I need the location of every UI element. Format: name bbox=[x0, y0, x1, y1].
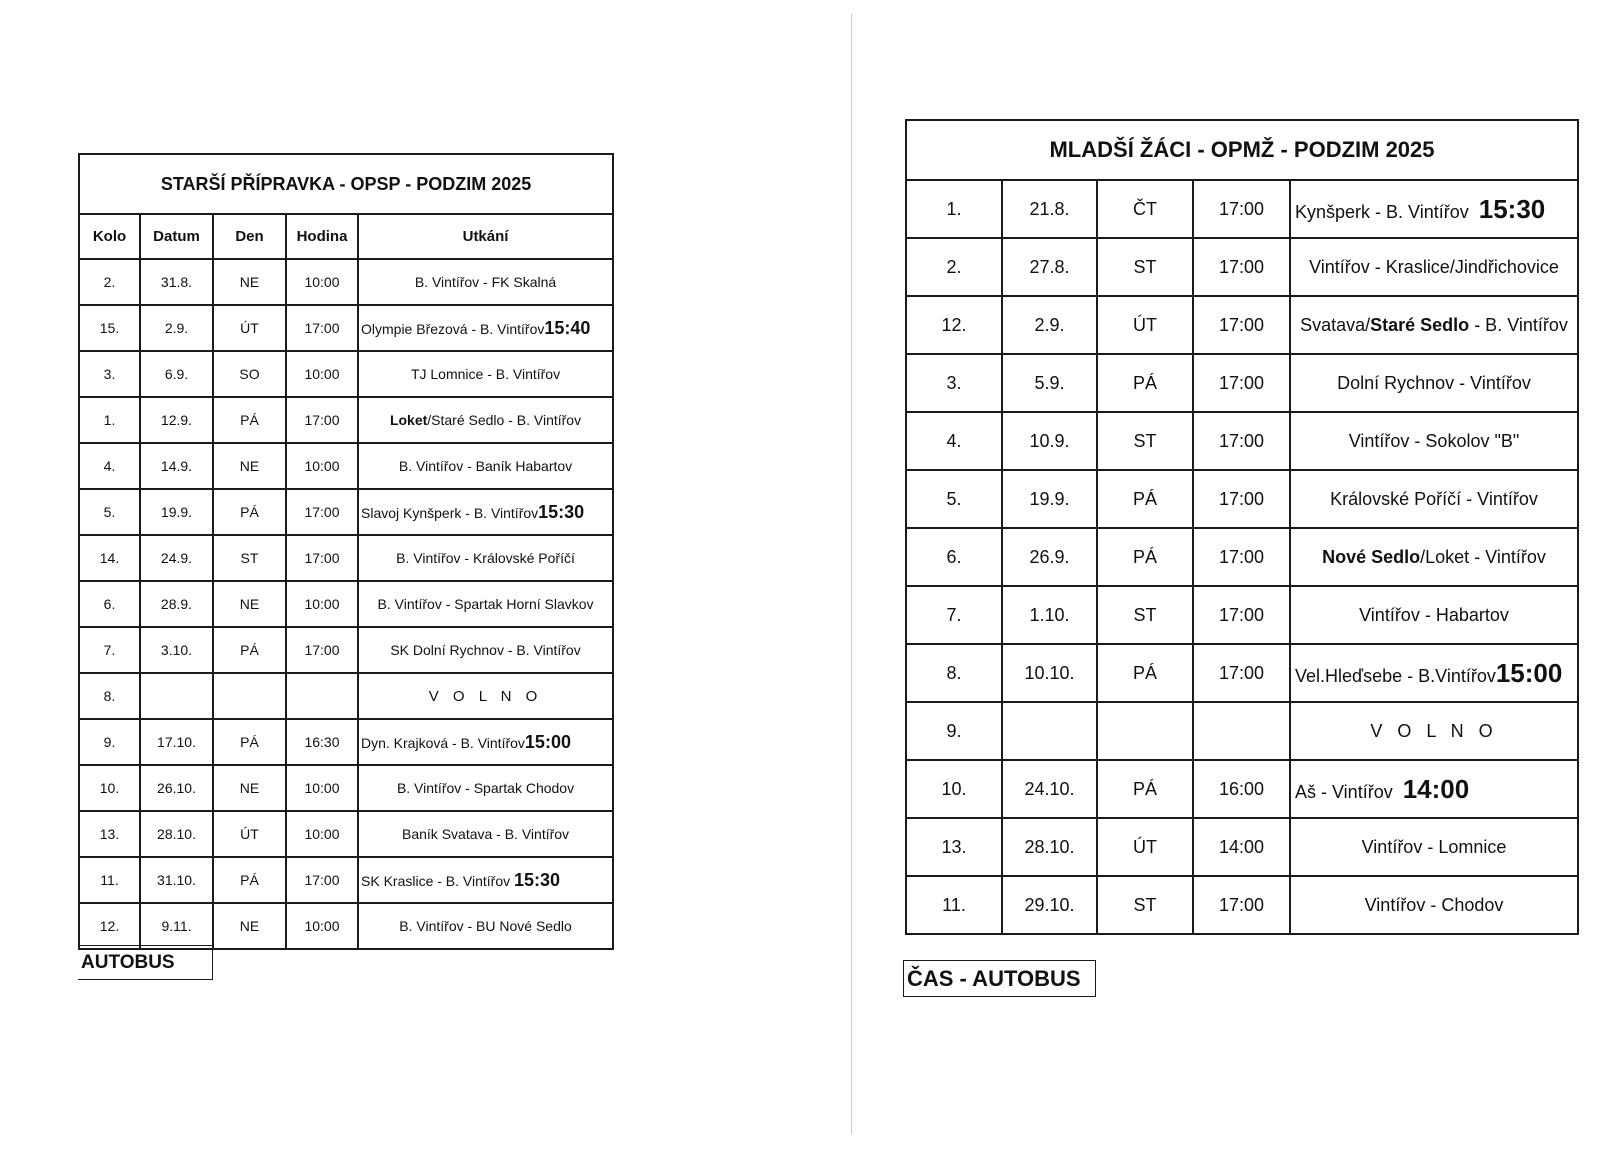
cell-datum: 29.10. bbox=[1002, 876, 1097, 934]
cell-den: ÚT bbox=[213, 305, 286, 351]
cell-datum: 24.10. bbox=[1002, 760, 1097, 818]
cell-hodina: 10:00 bbox=[286, 443, 358, 489]
table-row bbox=[79, 443, 613, 489]
cell-hodina: 16:30 bbox=[286, 719, 358, 765]
cell-hodina: 14:00 bbox=[1193, 818, 1290, 876]
table-row bbox=[906, 238, 1578, 296]
cell-datum: 26.9. bbox=[1002, 528, 1097, 586]
departure-time: 15:00 bbox=[1495, 657, 1563, 688]
match-text: Vintířov - Kraslice/Jindřichovice bbox=[1309, 256, 1559, 277]
table-row bbox=[906, 296, 1578, 354]
match-text: Vintířov - Chodov bbox=[1364, 894, 1504, 915]
cell-utkani bbox=[358, 397, 613, 443]
cell-utkani bbox=[1290, 818, 1578, 876]
match-text: Vel.Hleďsebe - B.Vintířov bbox=[1295, 665, 1496, 686]
cell-datum: 27.8. bbox=[1002, 238, 1097, 296]
cell-utkani bbox=[1290, 876, 1578, 934]
schedule-title: STARŠÍ PŘÍPRAVKA - OPSP - PODZIM 2025 bbox=[79, 154, 613, 214]
cell-den bbox=[1097, 702, 1193, 760]
cell-kolo: 11. bbox=[906, 876, 1002, 934]
table-row bbox=[906, 180, 1578, 238]
cell-kolo: 2. bbox=[79, 259, 140, 305]
cell-utkani bbox=[358, 857, 613, 903]
cell-den: PÁ bbox=[1097, 354, 1193, 412]
cell-den: PÁ bbox=[213, 397, 286, 443]
cell-datum: 31.8. bbox=[140, 259, 213, 305]
cell-hodina: 17:00 bbox=[1193, 180, 1290, 238]
cell-utkani bbox=[1290, 412, 1578, 470]
cell-datum: 21.8. bbox=[1002, 180, 1097, 238]
table-row bbox=[79, 857, 613, 903]
cell-kolo: 5. bbox=[906, 470, 1002, 528]
match-bold-team: Loket bbox=[389, 412, 428, 428]
table-row bbox=[906, 528, 1578, 586]
cell-den: ÚT bbox=[1097, 296, 1193, 354]
cell-den: ÚT bbox=[1097, 818, 1193, 876]
cell-den: NE bbox=[213, 765, 286, 811]
cell-kolo: 10. bbox=[906, 760, 1002, 818]
cell-kolo: 1. bbox=[79, 397, 140, 443]
header-utkani: Utkání bbox=[358, 214, 613, 259]
schedule-title: MLADŠÍ ŽÁCI - OPMŽ - PODZIM 2025 bbox=[906, 120, 1578, 180]
departure-time: 15:30 bbox=[1478, 193, 1546, 224]
match-text: Slavoj Kynšperk - B. Vintířov bbox=[361, 504, 539, 521]
header-datum: Datum bbox=[140, 214, 213, 259]
cell-kolo: 9. bbox=[906, 702, 1002, 760]
cell-hodina: 16:00 bbox=[1193, 760, 1290, 818]
table-row bbox=[906, 470, 1578, 528]
cell-utkani bbox=[1290, 470, 1578, 528]
match-text: Baník Svatava - B. Vintířov bbox=[402, 826, 570, 842]
cell-utkani bbox=[358, 535, 613, 581]
table-row bbox=[79, 305, 613, 351]
table-row bbox=[906, 586, 1578, 644]
cell-datum: 2.9. bbox=[1002, 296, 1097, 354]
cell-kolo: 6. bbox=[79, 581, 140, 627]
cell-den: PÁ bbox=[1097, 470, 1193, 528]
cell-den: NE bbox=[213, 903, 286, 949]
cell-hodina: 17:00 bbox=[286, 857, 358, 903]
cell-utkani bbox=[358, 443, 613, 489]
cell-datum: 10.9. bbox=[1002, 412, 1097, 470]
cell-datum: 19.9. bbox=[1002, 470, 1097, 528]
cell-hodina: 17:00 bbox=[1193, 412, 1290, 470]
cell-datum: 28.10. bbox=[140, 811, 213, 857]
cell-utkani bbox=[1290, 586, 1578, 644]
match-text: Dolní Rychnov - Vintířov bbox=[1337, 372, 1531, 393]
cell-datum: 10.10. bbox=[1002, 644, 1097, 702]
match-text: Dyn. Krajková - B. Vintířov bbox=[361, 734, 525, 751]
departure-time: 14:00 bbox=[1402, 773, 1470, 804]
match-text: Vintířov - Habartov bbox=[1359, 604, 1509, 625]
cell-den: ČT bbox=[1097, 180, 1193, 238]
match-text: Vintířov - Lomnice bbox=[1361, 836, 1507, 857]
cell-den: PÁ bbox=[213, 719, 286, 765]
cell-kolo: 8. bbox=[79, 673, 140, 719]
match-text: /Loket - Vintířov bbox=[1420, 546, 1546, 567]
table-row bbox=[79, 489, 613, 535]
cell-utkani bbox=[358, 489, 613, 535]
header-den: Den bbox=[213, 214, 286, 259]
cell-den bbox=[213, 673, 286, 719]
cell-utkani bbox=[358, 903, 613, 949]
mladsi-zaci-schedule bbox=[905, 119, 1579, 935]
cell-den: ST bbox=[213, 535, 286, 581]
cell-datum: 28.10. bbox=[1002, 818, 1097, 876]
cell-kolo: 13. bbox=[906, 818, 1002, 876]
cell-hodina: 17:00 bbox=[1193, 470, 1290, 528]
match-bold-team: Nové Sedlo bbox=[1322, 546, 1421, 567]
match-text: B. Vintířov - Spartak Horní Slavkov bbox=[377, 596, 594, 612]
cell-den: PÁ bbox=[213, 627, 286, 673]
table-row bbox=[79, 535, 613, 581]
cell-utkani bbox=[1290, 528, 1578, 586]
cell-utkani bbox=[358, 305, 613, 351]
header-hodina: Hodina bbox=[286, 214, 358, 259]
table-row bbox=[906, 818, 1578, 876]
cell-datum: 6.9. bbox=[140, 351, 213, 397]
cell-utkani bbox=[1290, 644, 1578, 702]
match-text: Olympie Březová - B. Vintířov bbox=[361, 320, 545, 337]
cell-datum: 24.9. bbox=[140, 535, 213, 581]
cell-datum: 12.9. bbox=[140, 397, 213, 443]
cell-hodina: 10:00 bbox=[286, 903, 358, 949]
cell-kolo: 3. bbox=[79, 351, 140, 397]
cell-hodina: 17:00 bbox=[286, 535, 358, 581]
cell-kolo: 8. bbox=[906, 644, 1002, 702]
cell-kolo: 7. bbox=[906, 586, 1002, 644]
cell-hodina: 17:00 bbox=[286, 627, 358, 673]
cell-utkani bbox=[358, 811, 613, 857]
cell-hodina: 17:00 bbox=[1193, 586, 1290, 644]
table-row bbox=[79, 351, 613, 397]
cell-hodina: 17:00 bbox=[1193, 876, 1290, 934]
cell-hodina: 17:00 bbox=[286, 489, 358, 535]
cell-utkani bbox=[358, 765, 613, 811]
cell-kolo: 12. bbox=[906, 296, 1002, 354]
cell-kolo: 7. bbox=[79, 627, 140, 673]
cell-kolo: 1. bbox=[906, 180, 1002, 238]
cell-kolo: 13. bbox=[79, 811, 140, 857]
match-bold-team: Staré Sedlo bbox=[1370, 314, 1470, 335]
table-row bbox=[906, 760, 1578, 818]
cell-hodina: 17:00 bbox=[1193, 296, 1290, 354]
cell-utkani bbox=[1290, 354, 1578, 412]
match-text: B. Vintířov - Baník Habartov bbox=[398, 458, 573, 474]
cell-hodina: 10:00 bbox=[286, 811, 358, 857]
cell-utkani bbox=[1290, 702, 1578, 760]
cell-kolo: 6. bbox=[906, 528, 1002, 586]
cell-kolo: 5. bbox=[79, 489, 140, 535]
cell-datum: 3.10. bbox=[140, 627, 213, 673]
cell-utkani bbox=[358, 673, 613, 719]
header-kolo: Kolo bbox=[79, 214, 140, 259]
cell-den: NE bbox=[213, 443, 286, 489]
cell-hodina: 17:00 bbox=[286, 305, 358, 351]
cell-datum: 31.10. bbox=[140, 857, 213, 903]
table-row bbox=[79, 397, 613, 443]
cell-den: PÁ bbox=[1097, 644, 1193, 702]
match-text: SK Dolní Rychnov - B. Vintířov bbox=[390, 642, 581, 658]
cell-kolo: 9. bbox=[79, 719, 140, 765]
cell-hodina: 17:00 bbox=[1193, 644, 1290, 702]
cell-hodina: 17:00 bbox=[286, 397, 358, 443]
volno-label: V O L N O bbox=[1370, 720, 1498, 741]
cas-autobus-label: ČAS - AUTOBUS bbox=[903, 960, 1096, 997]
cell-kolo: 10. bbox=[79, 765, 140, 811]
cell-utkani bbox=[358, 719, 613, 765]
cell-datum: 14.9. bbox=[140, 443, 213, 489]
match-text: - B. Vintířov bbox=[1469, 314, 1568, 335]
cell-utkani bbox=[358, 259, 613, 305]
match-text: Královské Poříčí - Vintířov bbox=[1330, 488, 1538, 509]
cell-kolo: 4. bbox=[79, 443, 140, 489]
cell-datum: 9.11. bbox=[140, 903, 213, 949]
cell-den: PÁ bbox=[213, 489, 286, 535]
cell-kolo: 12. bbox=[79, 903, 140, 949]
cell-hodina: 17:00 bbox=[1193, 354, 1290, 412]
cell-datum: 19.9. bbox=[140, 489, 213, 535]
cell-hodina: 17:00 bbox=[1193, 528, 1290, 586]
cell-datum: 5.9. bbox=[1002, 354, 1097, 412]
cell-kolo: 4. bbox=[906, 412, 1002, 470]
table-row bbox=[79, 627, 613, 673]
match-text: TJ Lomnice - B. Vintířov bbox=[410, 366, 561, 382]
cell-den: NE bbox=[213, 581, 286, 627]
cell-hodina bbox=[1193, 702, 1290, 760]
table-row bbox=[906, 412, 1578, 470]
cell-den: SO bbox=[213, 351, 286, 397]
departure-time: 15:00 bbox=[524, 731, 571, 752]
cell-kolo: 15. bbox=[79, 305, 140, 351]
cell-utkani bbox=[358, 627, 613, 673]
table-row bbox=[79, 673, 613, 719]
departure-time: 15:30 bbox=[538, 501, 585, 522]
match-text: B. Vintířov - BU Nové Sedlo bbox=[399, 918, 572, 934]
table-row bbox=[79, 765, 613, 811]
cell-kolo: 11. bbox=[79, 857, 140, 903]
match-text: B. Vintířov - Královské Poříčí bbox=[396, 550, 575, 566]
cell-datum bbox=[140, 673, 213, 719]
page-divider bbox=[851, 14, 852, 1134]
match-text: B. Vintířov - FK Skalná bbox=[414, 274, 557, 290]
cell-hodina: 10:00 bbox=[286, 765, 358, 811]
match-prefix: Svatava/ bbox=[1300, 314, 1371, 335]
cell-den: ÚT bbox=[213, 811, 286, 857]
table-row bbox=[79, 581, 613, 627]
cell-kolo: 3. bbox=[906, 354, 1002, 412]
cell-utkani bbox=[1290, 296, 1578, 354]
cell-datum bbox=[1002, 702, 1097, 760]
volno-label: V O L N O bbox=[428, 687, 543, 705]
table-row bbox=[906, 876, 1578, 934]
table-row bbox=[906, 644, 1578, 702]
match-text: /Staré Sedlo - B. Vintířov bbox=[427, 412, 582, 428]
starsi-pripravka-schedule bbox=[78, 153, 614, 950]
cell-utkani bbox=[1290, 760, 1578, 818]
match-text: Kynšperk - B. Vintířov bbox=[1295, 201, 1479, 222]
match-text: B. Vintířov - Spartak Chodov bbox=[396, 780, 575, 796]
cell-den: ST bbox=[1097, 238, 1193, 296]
cell-hodina: 10:00 bbox=[286, 581, 358, 627]
cell-hodina: 10:00 bbox=[286, 351, 358, 397]
cell-datum: 26.10. bbox=[140, 765, 213, 811]
departure-time: 15:30 bbox=[514, 869, 561, 890]
match-text: SK Kraslice - B. Vintířov bbox=[361, 872, 515, 889]
cell-datum: 28.9. bbox=[140, 581, 213, 627]
table-row bbox=[79, 719, 613, 765]
cell-datum: 2.9. bbox=[140, 305, 213, 351]
cell-den: PÁ bbox=[1097, 528, 1193, 586]
cell-datum: 1.10. bbox=[1002, 586, 1097, 644]
cell-hodina: 17:00 bbox=[1193, 238, 1290, 296]
cell-kolo: 14. bbox=[79, 535, 140, 581]
departure-time: 15:40 bbox=[544, 317, 591, 338]
table-row bbox=[906, 354, 1578, 412]
cell-utkani bbox=[358, 351, 613, 397]
cell-den: NE bbox=[213, 259, 286, 305]
table-row bbox=[79, 259, 613, 305]
cell-den: PÁ bbox=[213, 857, 286, 903]
cell-utkani bbox=[1290, 180, 1578, 238]
match-text: Vintířov - Sokolov "B" bbox=[1348, 430, 1520, 451]
table-row bbox=[79, 811, 613, 857]
table-row bbox=[79, 903, 613, 949]
cell-den: PÁ bbox=[1097, 760, 1193, 818]
cell-datum: 17.10. bbox=[140, 719, 213, 765]
cell-den: ST bbox=[1097, 876, 1193, 934]
cell-hodina: 10:00 bbox=[286, 259, 358, 305]
cell-kolo: 2. bbox=[906, 238, 1002, 296]
cell-hodina bbox=[286, 673, 358, 719]
cell-den: ST bbox=[1097, 412, 1193, 470]
cell-utkani bbox=[358, 581, 613, 627]
autobus-label: AUTOBUS bbox=[78, 945, 213, 980]
cell-utkani bbox=[1290, 238, 1578, 296]
match-text: Aš - Vintířov bbox=[1295, 781, 1403, 802]
table-row bbox=[906, 702, 1578, 760]
cell-den: ST bbox=[1097, 586, 1193, 644]
